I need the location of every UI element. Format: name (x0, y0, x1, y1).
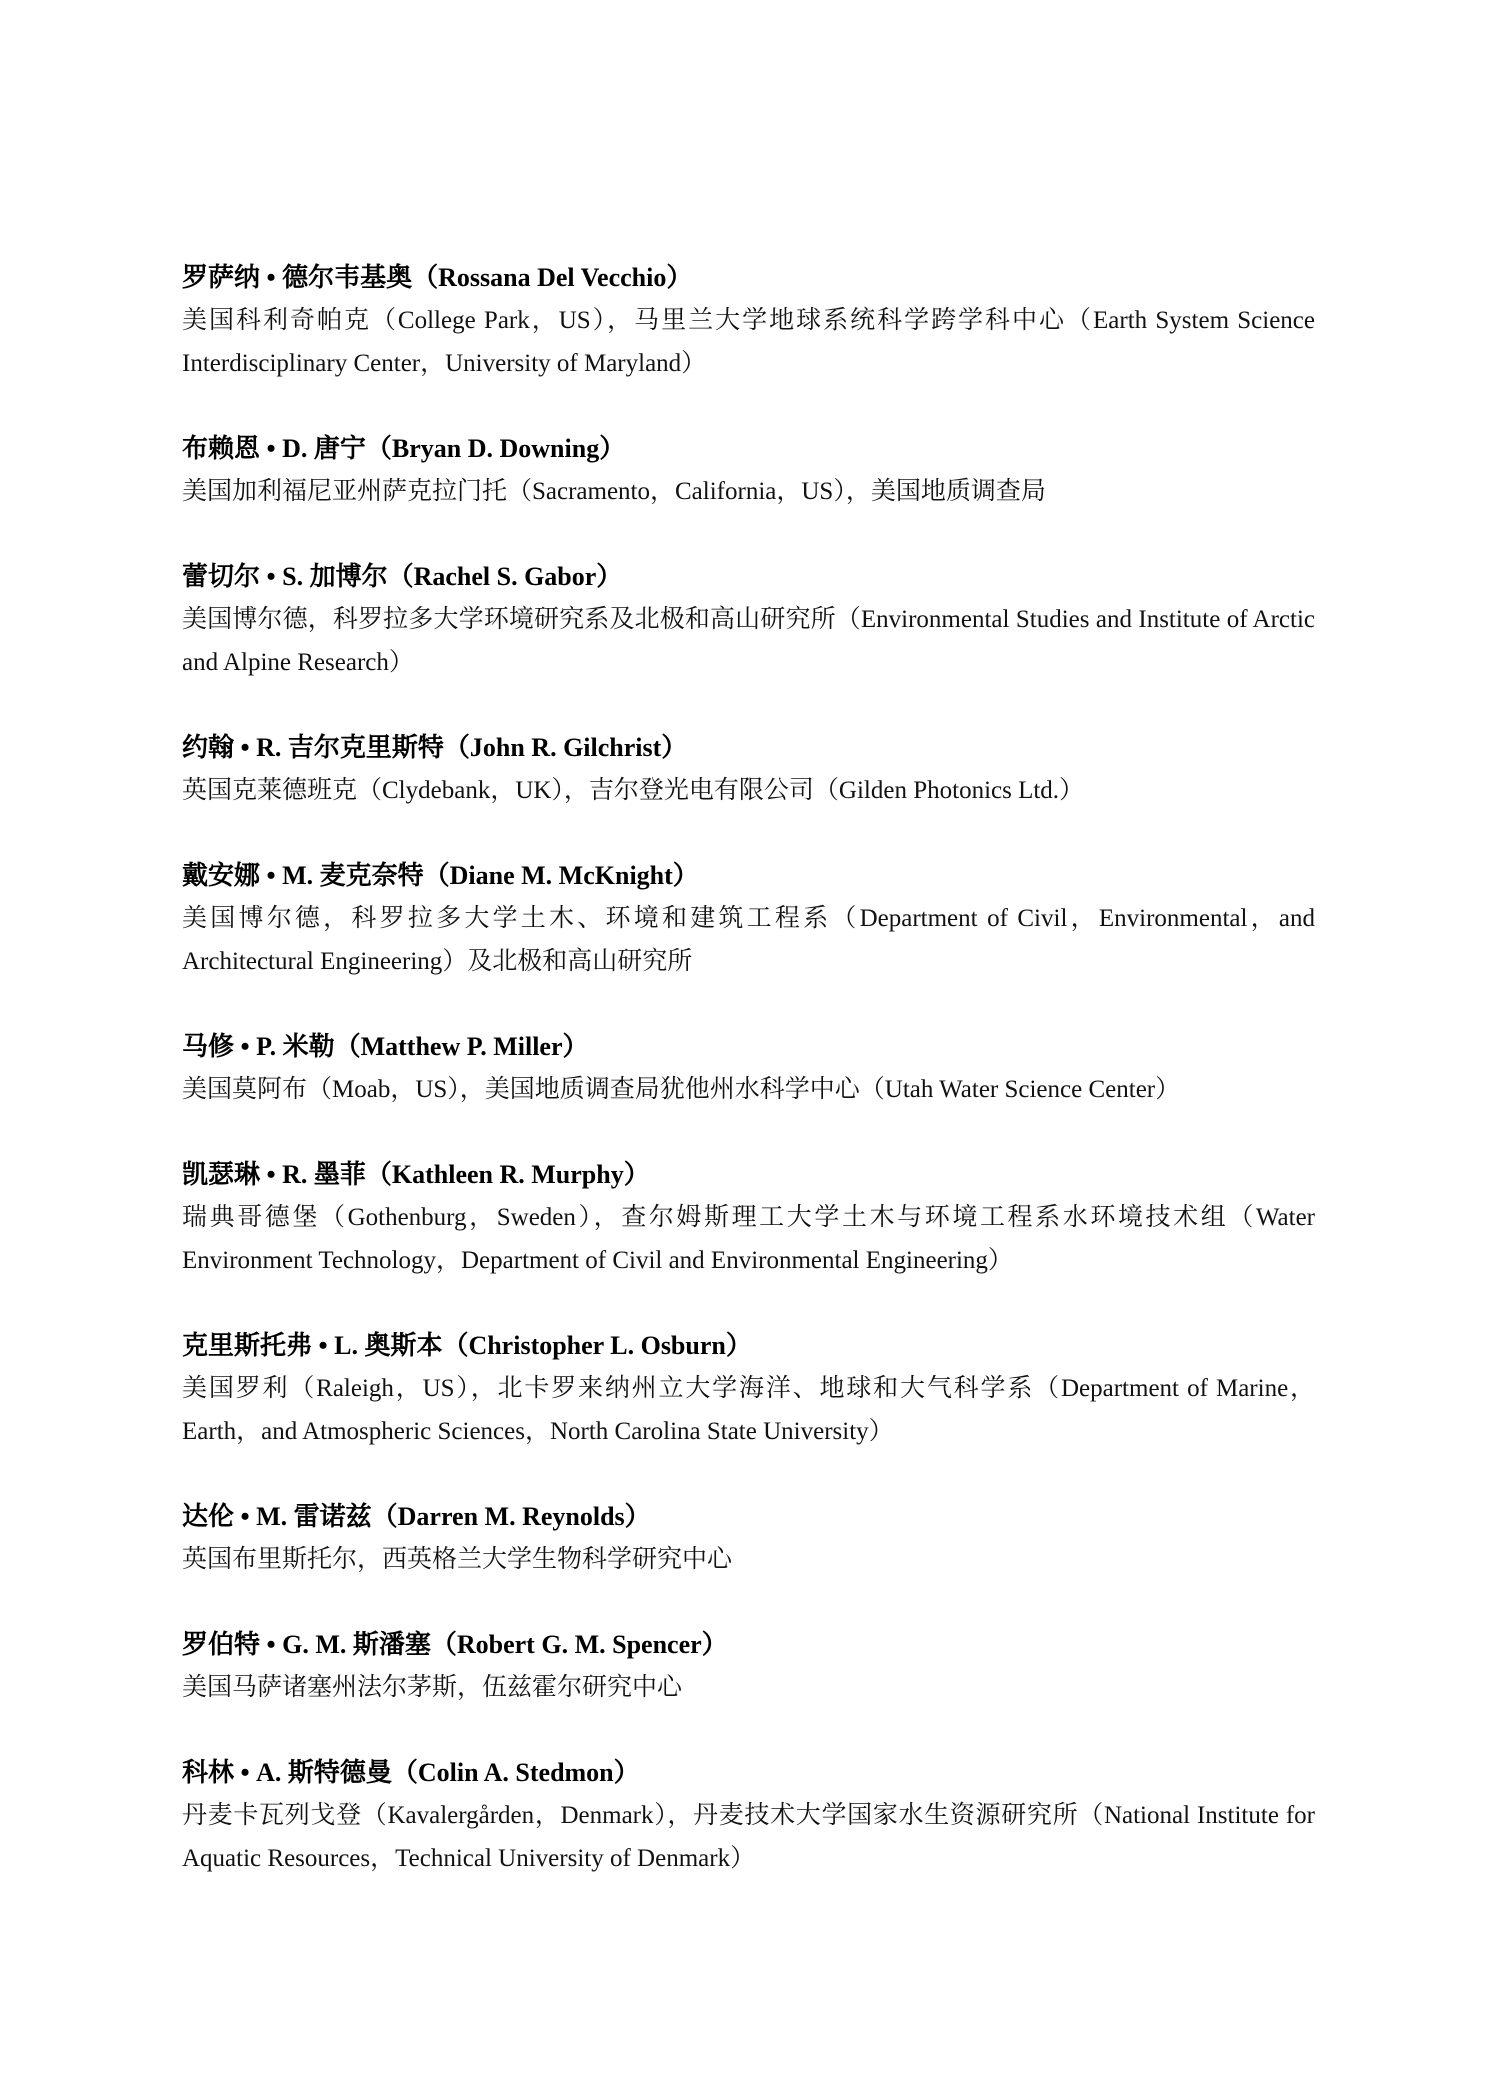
contributor-name: 罗萨纳 • 德尔韦基奥（Rossana Del Vecchio） (182, 263, 693, 292)
contributor-name: 蕾切尔 • S. 加博尔（Rachel S. Gabor） (182, 562, 623, 591)
contributor-affiliation: 美国博尔德，科罗拉多大学土木、环境和建筑工程系（Department of Civil，Environmental，and Architectural Engineering）及北极和高山研究所 (182, 905, 1315, 975)
contributor-entry (182, 1324, 1315, 1453)
contributor-affiliation: 美国博尔德，科罗拉多大学环境研究系及北极和高山研究所（Environmental Studies and Institute of Arctic and Alpine Research） (182, 606, 1315, 676)
contributor-affiliation: 英国克莱德班克（Clydebank，UK），吉尔登光电有限公司（Gilden Photonics Ltd.） (182, 777, 1085, 804)
contributor-entry (182, 726, 1315, 812)
contributor-affiliation: 美国科利奇帕克（College Park，US），马里兰大学地球系统科学跨学科中心（Earth System Science Interdisciplinary Center，University of Maryland） (182, 307, 1315, 377)
contributor-entry (182, 1025, 1315, 1111)
contributor-entry (182, 427, 1315, 513)
contributor-entry (182, 1153, 1315, 1282)
contributor-name: 布赖恩 • D. 唐宁（Bryan D. Downing） (182, 434, 626, 463)
contributor-entry (182, 555, 1315, 684)
contributor-name: 罗伯特 • G. M. 斯潘塞（Robert G. M. Spencer） (182, 1630, 728, 1659)
contributor-affiliation: 美国马萨诸塞州法尔茅斯，伍兹霍尔研究中心 (182, 1674, 683, 1701)
contributor-entry (182, 1751, 1315, 1880)
contributor-name: 约翰 • R. 吉尔克里斯特（John R. Gilchrist） (182, 733, 688, 762)
contributor-name: 马修 • P. 米勒（Matthew P. Miller） (182, 1032, 589, 1061)
contributor-entry (182, 256, 1315, 385)
contributor-name: 克里斯托弗 • L. 奥斯本（Christopher L. Osburn） (182, 1331, 752, 1360)
contributor-affiliation: 美国加利福尼亚州萨克拉门托（Sacramento，California，US），美国地质调查局 (182, 478, 1046, 505)
contributor-entry (182, 854, 1315, 983)
contributor-affiliation: 美国罗利（Raleigh，US），北卡罗来纳州立大学海洋、地球和大气科学系（Department of Marine，Earth，and Atmospheric Sciences，North Carolina State University） (182, 1375, 1315, 1445)
contributor-name: 凯瑟琳 • R. 墨菲（Kathleen R. Murphy） (182, 1160, 650, 1189)
contributor-affiliation: 美国莫阿布（Moab，US），美国地质调查局犹他州水科学中心（Utah Water Science Center） (182, 1076, 1181, 1103)
contributor-affiliation: 英国布里斯托尔，西英格兰大学生物科学研究中心 (182, 1546, 733, 1573)
contributor-entry (182, 1623, 1315, 1709)
contributor-name: 戴安娜 • M. 麦克奈特（Diane M. McKnight） (182, 861, 699, 890)
contributor-affiliation: 丹麦卡瓦列戈登（Kavalergården，Denmark），丹麦技术大学国家水生资源研究所（National Institute for Aquatic Resources，Technical University of Denmark） (182, 1802, 1315, 1872)
contributor-name: 达伦 • M. 雷诺兹（Darren M. Reynolds） (182, 1502, 651, 1531)
contributor-affiliation: 瑞典哥德堡（Gothenburg，Sweden），查尔姆斯理工大学土木与环境工程系水环境技术组（Water Environment Technology，Department of Civil and Environmental Engineering） (182, 1204, 1315, 1274)
contributor-list (182, 256, 1315, 1922)
contributor-name: 科林 • A. 斯特德曼（Colin A. Stedmon） (182, 1758, 640, 1787)
contributor-entry (182, 1495, 1315, 1581)
